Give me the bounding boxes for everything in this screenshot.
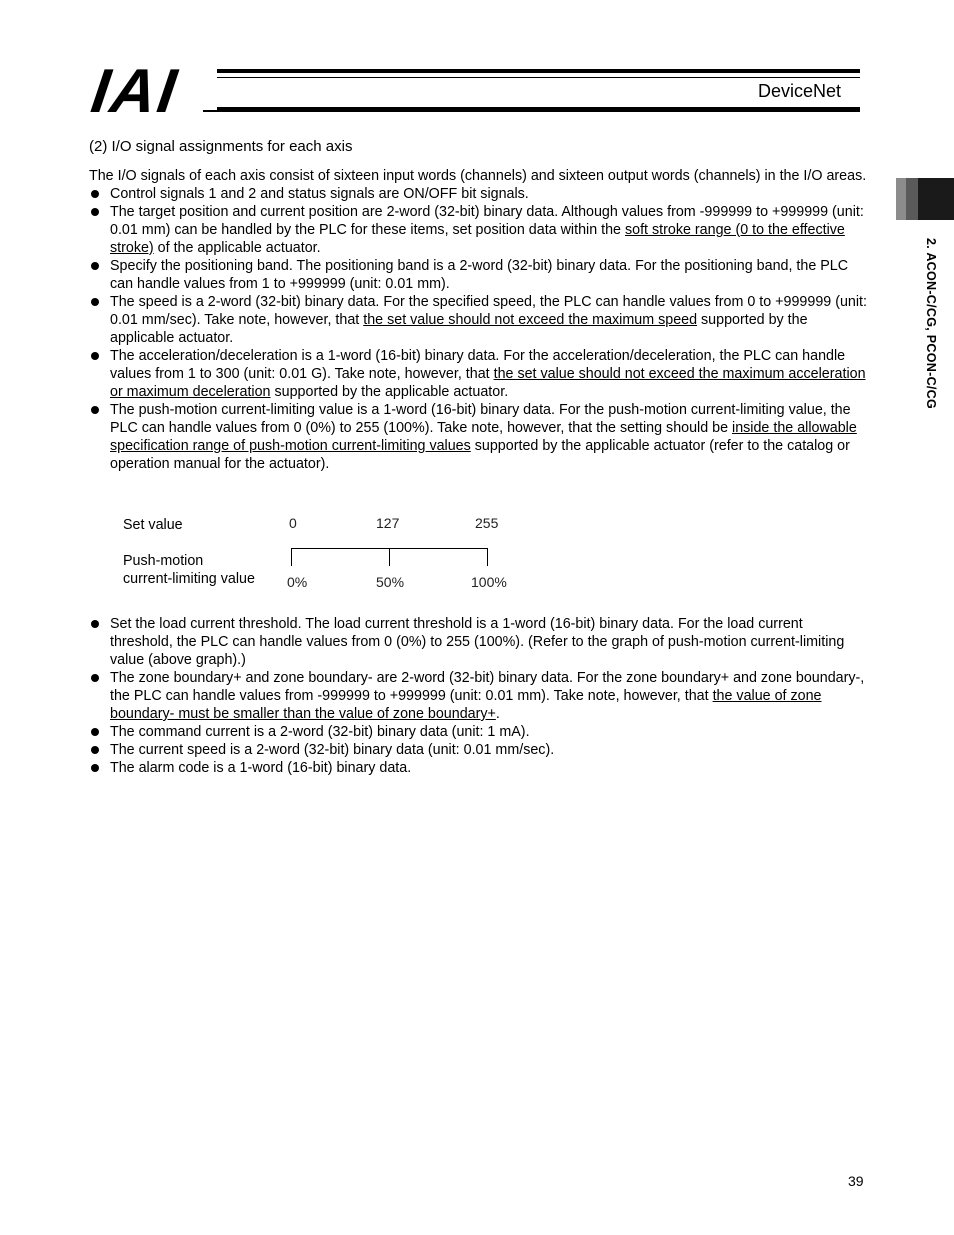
tick-bottom-label: 0%: [287, 574, 308, 590]
main-content: [89, 167, 869, 473]
bullet-list: [89, 615, 869, 777]
push-current-diagram: [120, 512, 540, 598]
chapter-tab-dark: [918, 178, 954, 220]
tick-top-label: 127: [376, 515, 400, 531]
lower-content: [89, 615, 869, 777]
tick-bottom-label: 100%: [471, 574, 507, 590]
chapter-label: 2. ACON-C/CG, PCON-C/CG: [924, 238, 938, 410]
push-motion-label: Push-motion: [123, 553, 204, 569]
chapter-tab-mid: [906, 178, 918, 220]
list-item: The zone boundary+ and zone boundary- are 2-word (32-bit) binary data. For the zone boundary+ and zone boundary-, the PLC can handle values from -999999 to +999999 (unit: 0.01 mm). Take note, however, that the value of zone boundary- must be smaller than the value of zone boundary+.: [89, 669, 869, 723]
list-item: The target position and current position are 2-word (32-bit) binary data. Although values from -999999 to +999999 (unit: 0.01 mm) can be handled by the PLC for these items, set position data within the soft stroke range (0 to the effective stroke) of the applicable actuator.: [89, 203, 869, 257]
page-number: 39: [848, 1173, 864, 1189]
bullet-list: [89, 185, 869, 473]
tick-mark: [487, 548, 488, 566]
underlined-text: inside the allowable specification range of push-motion current-limiting values: [110, 420, 857, 454]
bullet-icon: [91, 620, 99, 628]
tick-bottom-label: 50%: [376, 574, 405, 590]
tick-top-label: 0: [289, 515, 297, 531]
bullet-icon: [91, 298, 99, 306]
header-rule-top-thin: [217, 77, 860, 78]
bullet-icon: [91, 262, 99, 270]
underlined-text: the set value should not exceed the maximum speed: [363, 312, 698, 328]
list-item: The speed is a 2-word (32-bit) binary data. For the specified speed, the PLC can handle values from 0 to +999999 (unit: 0.01 mm/sec). Take note, however, that the set value should not exceed the maximum speed supported by the applicable actuator.: [89, 293, 869, 347]
iai-logo: IAI: [87, 57, 183, 126]
current-limiting-label: current-limiting value: [123, 571, 255, 587]
scale-line: [291, 548, 488, 549]
bullet-icon: [91, 208, 99, 216]
list-item: Set the load current threshold. The load current threshold is a 1-word (16-bit) binary data. For the load current threshold, the PLC can handle values from 0 (0%) to 255 (100%). (Refer to the graph of push-motion current-limiting value (above graph).): [89, 615, 869, 669]
bullet-icon: [91, 746, 99, 754]
set-value-label: Set value: [123, 517, 183, 533]
tick-top-label: 255: [475, 515, 499, 531]
tick-mark: [291, 548, 292, 566]
list-item: Specify the positioning band. The positioning band is a 2-word (32-bit) binary data. For the positioning band, the PLC can handle values from 1 to +999999 (unit: 0.01 mm).: [89, 257, 869, 293]
bullet-icon: [91, 728, 99, 736]
chapter-tab-light: [896, 178, 906, 220]
bullet-icon: [91, 406, 99, 414]
underlined-text: the set value should not exceed the maximum acceleration or maximum deceleration: [110, 366, 866, 400]
list-item: The acceleration/deceleration is a 1-word (16-bit) binary data. For the acceleration/deceleration, the PLC can handle values from 1 to 300 (unit: 0.01 G). Take note, however, that the set value should not exceed the maximum acceleration or maximum deceleration supported by the applicable actuator.: [89, 347, 869, 401]
bullet-icon: [91, 190, 99, 198]
intro-paragraph: The I/O signals of each axis consist of sixteen input words (channels) and sixteen output words (channels) in the I/O areas.: [89, 168, 867, 184]
tick-mark: [389, 548, 390, 566]
list-item: The push-motion current-limiting value is a 1-word (16-bit) binary data. For the push-motion current-limiting value, the PLC can handle values from 0 (0%) to 255 (100%). Take note, however, that the setting should be inside the allowable specification range of push-motion current-limiting values supported by the applicable actuator (refer to the catalog or operation manual for the actuator).: [89, 401, 869, 473]
bullet-icon: [91, 764, 99, 772]
bullet-icon: [91, 674, 99, 682]
list-item: The current speed is a 2-word (32-bit) binary data (unit: 0.01 mm/sec).: [89, 741, 869, 759]
list-item: The alarm code is a 1-word (16-bit) binary data.: [89, 759, 869, 777]
bullet-icon: [91, 352, 99, 360]
section-title: (2) I/O signal assignments for each axis: [89, 138, 353, 155]
header-rule-top: [217, 69, 860, 73]
list-item: Control signals 1 and 2 and status signals are ON/OFF bit signals.: [89, 185, 869, 203]
list-item: The command current is a 2-word (32-bit) binary data (unit: 1 mA).: [89, 723, 869, 741]
underlined-text: the value of zone boundary- must be smaller than the value of zone boundary+: [110, 688, 822, 722]
header-title: DeviceNet: [757, 81, 841, 101]
header-rule-bottom-thin: [203, 110, 860, 112]
underlined-text: soft stroke range (0 to the effective stroke): [110, 222, 845, 256]
